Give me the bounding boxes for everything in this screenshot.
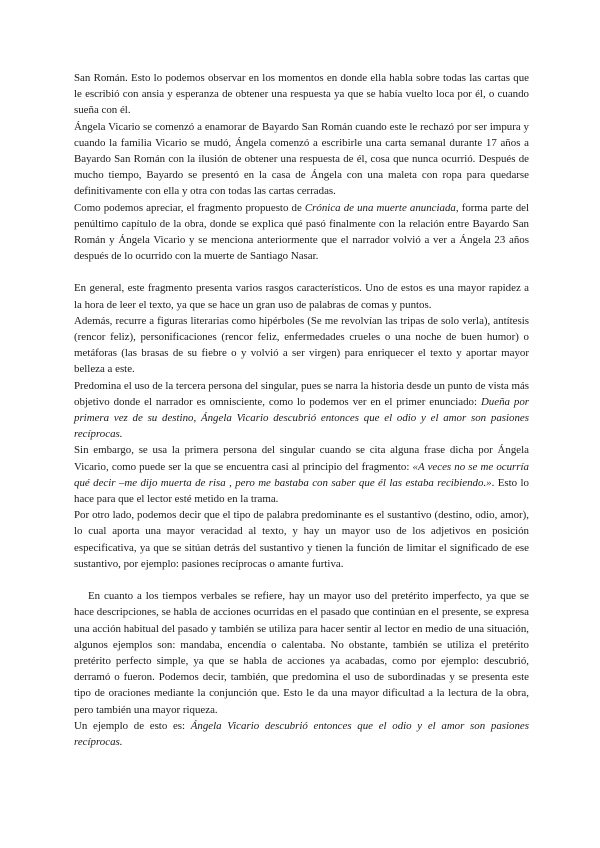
paragraph-spacer bbox=[74, 264, 529, 280]
quote-first-sentence: Dueña por primera vez de su destino, Ángela Vicario descubrió entonces que el odio y el amor son pasiones recíprocas. bbox=[74, 395, 530, 441]
document-page bbox=[74, 70, 529, 750]
paragraph-spacer bbox=[74, 572, 529, 588]
paragraph-fragment-context bbox=[74, 200, 529, 265]
book-title: Crónica de una muerte anunciada bbox=[304, 201, 456, 214]
text-run: Sin embargo, se usa la primera persona del singular cuando se cita alguna frase dicha por Ángela Vicario, como puede ser la que se encuentra casi al principio del fragmento: bbox=[74, 444, 529, 473]
text-run: . Esto lo hace para que el lector esté metido en la trama. bbox=[74, 476, 529, 506]
text-run: Un ejemplo de esto es: bbox=[74, 719, 191, 732]
paragraph-continuation: San Román. Esto lo podemos observar en los momentos en donde ella habla sobre todas las cartas que le escribió con ansia y esperanza de obtener una respuesta ya que se había vuelto loca por él, o cuando sueña con él. bbox=[74, 72, 529, 117]
quote-angela: «A veces no se me ocurría qué decir –me dijo muerta de risa , pero me bastaba con saber que él las estaba recibiendo.» bbox=[74, 460, 530, 489]
paragraph-third-person bbox=[74, 378, 529, 443]
paragraph-example bbox=[74, 718, 529, 750]
quote-example: Ángela Vicario descubrió entonces que el odio y el amor son pasiones recíprocas. bbox=[74, 719, 529, 748]
paragraph-characteristics: En general, este fragmento presenta varios rasgos característicos. Uno de estos es una mayor rapidez a la hora de leer el texto, ya que se hace un gran uso de palabras de comas y puntos. bbox=[74, 282, 529, 311]
text-run: Como podemos apreciar, el fragmento propuesto de bbox=[74, 201, 305, 214]
paragraph-word-types: Por otro lado, podemos decir que el tipo de palabra predominante es el sustantivo (destino, odio, amor), lo cual aporta una mayor veracidad al texto, y hay un mayor uso de los adjetivos en posición especificativa, ya que se sitúan detrás del sustantivo y tienen la función de limitar el significado de ese sustantivo, por ejemplo: pasiones recíprocas o amante furtiva. bbox=[74, 509, 529, 570]
paragraph-literary-figures: Además, recurre a figuras literarias como hipérboles (Se me revolvían las tripas de solo verla), antítesis (rencor feliz), personificaciones (rencor feliz, enfermedades crueles o una noche de buen humor) o metáforas (las brasas de su fiebre o y volvió a ser virgen) para enriquecer el texto y aportar mayor belleza a este. bbox=[74, 314, 529, 376]
paragraph-verb-tenses: En cuanto a los tiempos verbales se refiere, hay un mayor uso del pretérito imperfecto, ya que se hace descripciones, se habla de acciones ocurridas en el pasado que continúan en el presente, se expresa una acción habitual del pasado y también se utiliza para hacer sentir al lector en medio de una situación, algunos ejemplos son: mandaba, encendía o calentaba. No obstante, también se utiliza el pretérito pretérito perfecto simple, ya que se habla de acciones ya acabadas, como por ejemplo: descubrió, derramó o fueron. Podemos decir, también, que predomina el uso de subordinadas y se presenta este tipo de oraciones mediante la conjunción que. Esto le da una mayor dificultad a la lectura de la obra, pero también una mayor riqueza. bbox=[74, 590, 529, 716]
text-run: Predomina el uso de la tercera persona del singular, pues se narra la historia desde un punto de vista más objetivo donde el narrador es omnisciente, como lo podemos ver en el primer enunciado: bbox=[74, 379, 530, 408]
paragraph-first-person bbox=[74, 442, 529, 507]
text-run: , forma parte del penúltimo capítulo de la obra, donde se explica qué pasó finalmente con la relación entre Bayardo San Román y Ángela Vicario y se menciona anteriormente que el narrador volvió a ver a Ángela 23 años después de lo ocurrido con la muerte de Santiago Nasar. bbox=[74, 201, 529, 263]
paragraph-angela-vicario: Ángela Vicario se comenzó a enamorar de Bayardo San Román cuando este le rechazó por ser impura y cuando la familia Vicario se mudó, Ángela comenzó a escribirle una carta semanal durante 17 años a Bayardo San Román con la ilusión de obtener una respuesta de él, cosa que nunca ocurrió. Después de mucho tiempo, Bayardo se presentó en la casa de Ángela con una maleta con ropa para quedarse definitivamente con ella y otra con todas las cartas cerradas. bbox=[74, 120, 529, 198]
